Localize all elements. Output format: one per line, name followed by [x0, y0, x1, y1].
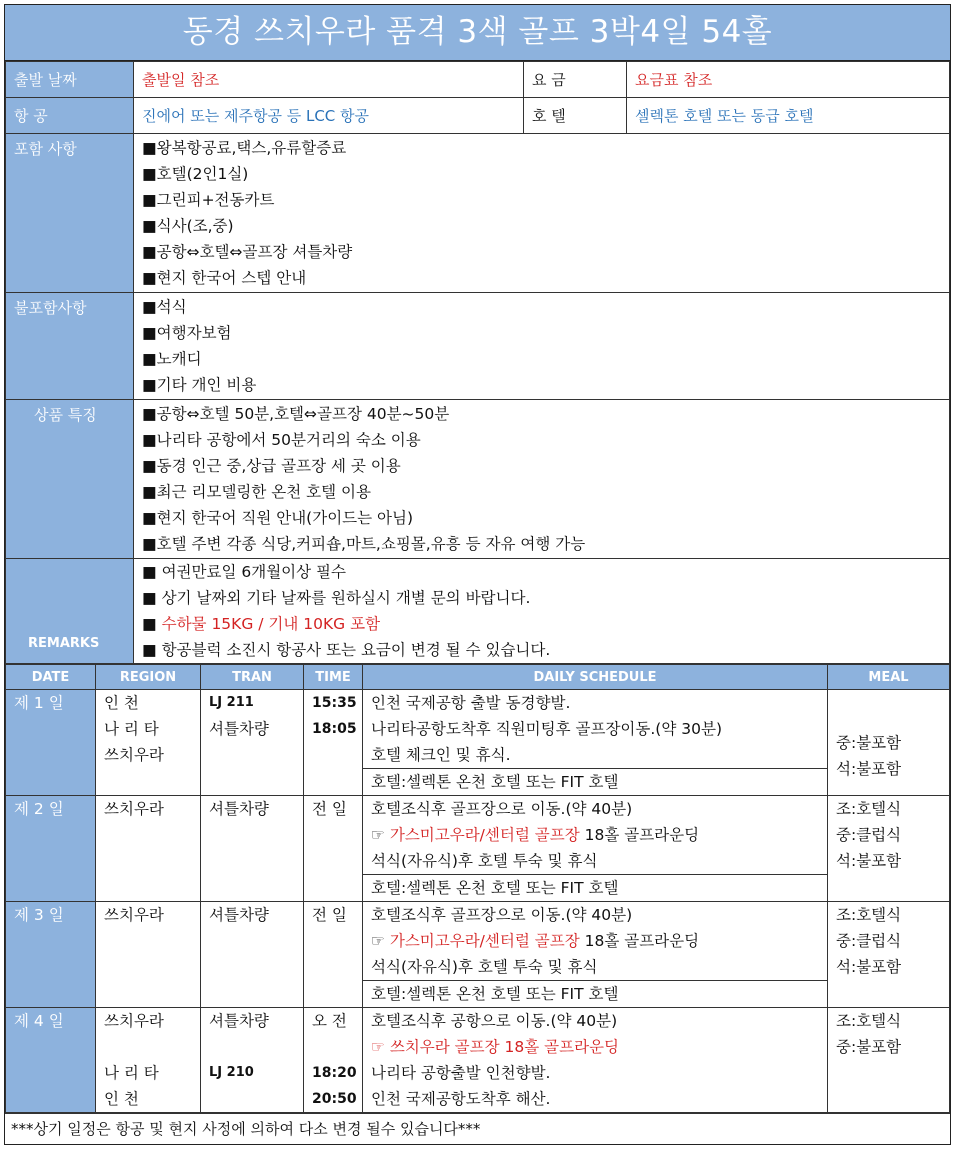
list-item: ■노캐디: [142, 350, 202, 368]
included-list: [134, 134, 950, 293]
list-item: ■동경 인근 중,상급 골프장 세 곳 이용: [142, 457, 401, 475]
included-label: 포함 사항: [6, 134, 134, 293]
list-item: ■석식: [142, 298, 187, 316]
header-tran: TRAN: [201, 665, 304, 690]
meal-cell: 중:불포함 석:불포함: [828, 690, 950, 796]
air-value: 진에어 또는 제주항공 등 LCC 항공: [134, 98, 524, 134]
depart-label: 출발 날짜: [6, 62, 134, 98]
schedule-cell: 호텔조식후 골프장으로 이동.(약 40분) ☞ 가스미고우라/센터럴 골프장 18홀 골프라운딩 석식(자유식)후 호텔 투숙 및 휴식 호텔:셀렉톤 온천 호텔 또는 FIT 호텔: [363, 902, 828, 1008]
features-list: [134, 400, 950, 559]
time-cell: 15:35 18:05: [304, 690, 363, 796]
list-item: ■호텔(2인1실): [142, 165, 249, 183]
pointing-hand-icon: ☞: [371, 932, 385, 950]
header-meal: MEAL: [828, 665, 950, 690]
list-item: ■ 상기 날짜외 기타 날짜를 원하실시 개별 문의 바랍니다.: [142, 589, 531, 607]
list-item: ■최근 리모델링한 온천 호텔 이용: [142, 483, 372, 501]
remarks-label: REMARKS: [6, 559, 134, 664]
bullet: ■: [142, 615, 157, 633]
region-cell: 인 천 나 리 타 쓰치우라: [96, 690, 201, 796]
baggage-notice: 수하물 15KG / 기내 10KG 포함: [161, 615, 381, 633]
meal-cell: 조:호텔식 중:불포함: [828, 1008, 950, 1113]
hotel-line: 호텔:셀렉톤 온천 호텔 또는 FIT 호텔: [363, 874, 827, 901]
day-label: 제 2 일: [6, 796, 96, 902]
hotel-label: 호 텔: [524, 98, 627, 134]
day-label: 제 3 일: [6, 902, 96, 1008]
header-region: REGION: [96, 665, 201, 690]
fee-value: 요금표 참조: [627, 62, 950, 98]
table-row: [6, 690, 950, 796]
pointing-hand-icon: ☞: [371, 1038, 385, 1056]
day-label: 제 1 일: [6, 690, 96, 796]
hotel-line: 호텔:셀렉톤 온천 호텔 또는 FIT 호텔: [363, 980, 827, 1007]
list-item: ■현지 한국어 스텝 안내: [142, 269, 307, 287]
info-table: [5, 61, 950, 664]
footer-notice: ***상기 일정은 항공 및 현지 사정에 의하여 다소 변경 될수 있습니다***: [5, 1113, 950, 1144]
header-time: TIME: [304, 665, 363, 690]
excluded-label: 불포함사항: [6, 293, 134, 400]
tour-itinerary-sheet: [4, 4, 951, 1145]
fee-label: 요 금: [524, 62, 627, 98]
list-item: ■기타 개인 비용: [142, 376, 257, 394]
list-item: ■공항⇔호텔 50분,호텔⇔골프장 40분~50분: [142, 405, 450, 423]
header-daily-schedule: DAILY SCHEDULE: [363, 665, 828, 690]
remarks-list: [134, 559, 950, 664]
hotel-value: 셀렉톤 호텔 또는 동급 호텔: [627, 98, 950, 134]
meal-cell: 조:호텔식 중:클럽식 석:불포함: [828, 796, 950, 902]
depart-value: 출발일 참조: [134, 62, 524, 98]
pointing-hand-icon: ☞: [371, 826, 385, 844]
time-cell: 오 전 18:20 20:50: [304, 1008, 363, 1113]
header-date: DATE: [6, 665, 96, 690]
list-item: ■왕복항공료,택스,유류할증료: [142, 139, 347, 157]
table-row: [6, 796, 950, 902]
excluded-list: [134, 293, 950, 400]
features-label: 상품 특징: [6, 400, 134, 559]
tran-cell: 셔틀차량: [201, 796, 304, 902]
list-item: ■현지 한국어 직원 안내(가이드는 아님): [142, 509, 414, 527]
list-item: ■ 여권만료일 6개월이상 필수: [142, 563, 346, 581]
list-item: ■공항⇔호텔⇔골프장 셔틀차량: [142, 243, 353, 261]
tran-cell: LJ 211 셔틀차량: [201, 690, 304, 796]
list-item: ■호텔 주변 각종 식당,커피숍,마트,쇼핑몰,유흥 등 자유 여행 가능: [142, 535, 586, 553]
list-item: ■그린피+전동카트: [142, 191, 275, 209]
schedule-cell: 호텔조식후 골프장으로 이동.(약 40분) ☞ 가스미고우라/센터럴 골프장 18홀 골프라운딩 석식(자유식)후 호텔 투숙 및 휴식 호텔:셀렉톤 온천 호텔 또는 FIT 호텔: [363, 796, 828, 902]
table-row: [6, 902, 950, 1008]
list-item: ■여행자보험: [142, 324, 232, 342]
schedule-header: [6, 665, 950, 690]
list-item: ■나리타 공항에서 50분거리의 숙소 이용: [142, 431, 421, 449]
time-cell: 전 일: [304, 902, 363, 1008]
air-label: 항 공: [6, 98, 134, 134]
day-label: 제 4 일: [6, 1008, 96, 1113]
schedule-cell: 인천 국제공항 출발 동경향발. 나리타공항도착후 직원미팅후 골프장이동.(약 30분) 호텔 체크인 및 휴식. 호텔:셀렉톤 온천 호텔 또는 FIT 호텔: [363, 690, 828, 796]
page-title: 동경 쓰치우라 품격 3색 골프 3박4일 54홀: [5, 5, 950, 61]
list-item: ■식사(조,중): [142, 217, 234, 235]
hotel-line: 호텔:셀렉톤 온천 호텔 또는 FIT 호텔: [363, 768, 827, 795]
meal-cell: 조:호텔식 중:클럽식 석:불포함: [828, 902, 950, 1008]
list-item: [142, 611, 941, 637]
region-cell: 쓰치우라 나 리 타 인 천: [96, 1008, 201, 1113]
tran-cell: 셔틀차량: [201, 902, 304, 1008]
list-item: ■ 항공블럭 소진시 항공사 또는 요금이 변경 될 수 있습니다.: [142, 641, 551, 659]
schedule-cell: 호텔조식후 공항으로 이동.(약 40분) ☞ 쓰치우라 골프장 18홀 골프라운딩 나리타 공항출발 인천향발. 인천 국제공항도착후 해산.: [363, 1008, 828, 1113]
region-cell: 쓰치우라: [96, 902, 201, 1008]
region-cell: 쓰치우라: [96, 796, 201, 902]
time-cell: 전 일: [304, 796, 363, 902]
schedule-table: [5, 664, 950, 1113]
tran-cell: 셔틀차량 LJ 210: [201, 1008, 304, 1113]
table-row: [6, 1008, 950, 1113]
